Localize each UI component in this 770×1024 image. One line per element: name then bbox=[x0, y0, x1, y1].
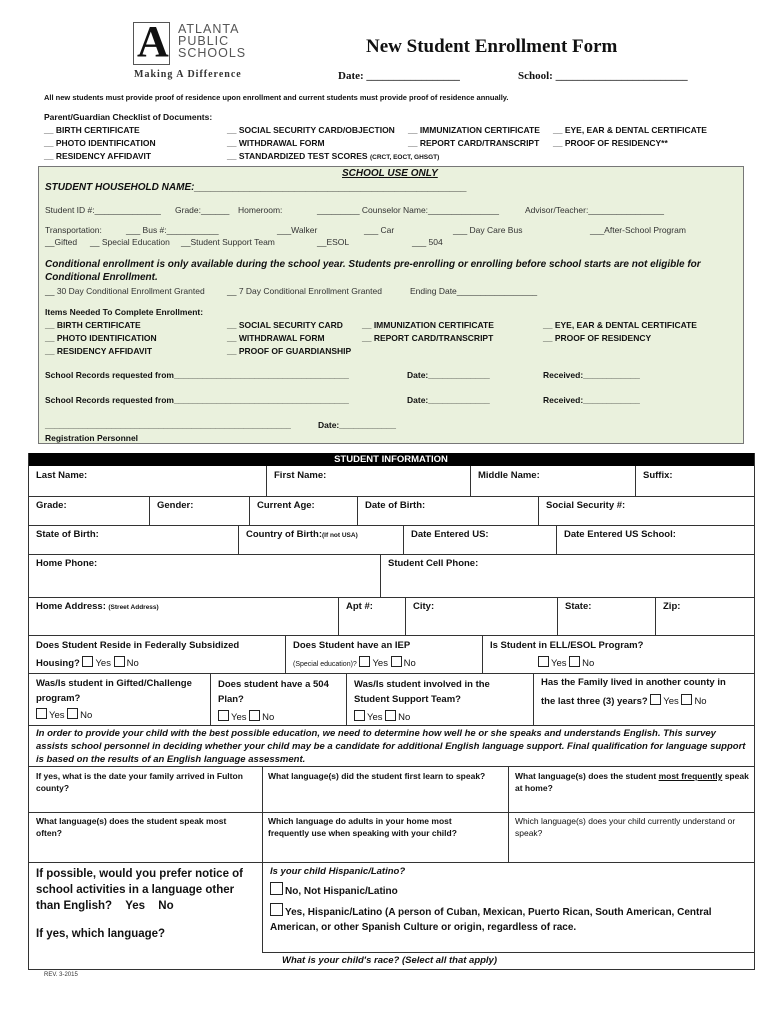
col-line bbox=[405, 597, 406, 635]
county-question: Has the Family lived in another county in bbox=[541, 677, 726, 688]
home-language-question[interactable] bbox=[515, 770, 749, 794]
registration-signature-line[interactable]: ____________________________________________________ bbox=[45, 420, 291, 430]
gifted-line-1: Was/Is student in Gifted/Challenge bbox=[36, 678, 192, 689]
no-label: No bbox=[262, 712, 275, 723]
row-line bbox=[262, 952, 754, 953]
country-note: (If not USA) bbox=[322, 532, 358, 539]
race-question: What is your child's race? (Select all that apply) bbox=[282, 955, 498, 966]
row-line bbox=[28, 554, 754, 555]
no-label: No bbox=[80, 710, 93, 721]
ending-date-field[interactable]: Ending Date_________________ bbox=[410, 286, 538, 296]
grade-field[interactable]: Grade:______ bbox=[175, 205, 230, 215]
no-label: No bbox=[126, 658, 139, 669]
county-line-2: the last three (3) years? bbox=[541, 696, 648, 707]
yes-label: Yes bbox=[231, 712, 247, 723]
ell-yes-checkbox[interactable] bbox=[538, 656, 549, 667]
col-line bbox=[238, 525, 239, 554]
date-entered-us-input[interactable]: Date Entered US: bbox=[411, 529, 489, 540]
check-immunization[interactable]: __ IMMUNIZATION CERTIFICATE bbox=[408, 125, 540, 135]
county-no-checkbox[interactable] bbox=[681, 694, 692, 705]
bus-option[interactable]: ___ Bus #:___________ bbox=[126, 225, 219, 235]
col-line bbox=[470, 466, 471, 496]
col-line bbox=[262, 766, 263, 952]
col-line bbox=[380, 554, 381, 597]
records-date-1[interactable]: Date:_____________ bbox=[407, 370, 490, 380]
check-photo-id[interactable]: __ PHOTO IDENTIFICATION bbox=[44, 138, 156, 148]
sst-question bbox=[354, 677, 490, 707]
col-line bbox=[482, 635, 483, 673]
grid-bottom-border bbox=[28, 969, 755, 970]
check-withdrawal[interactable]: __ WITHDRAWAL FORM bbox=[227, 138, 325, 148]
row-line bbox=[28, 766, 754, 767]
item-eye-ear-dental[interactable]: __ EYE, EAR & DENTAL CERTIFICATE bbox=[543, 320, 697, 330]
subsidized-question: Does Student Reside in Federally Subsidized bbox=[36, 640, 240, 651]
504-no-checkbox[interactable] bbox=[249, 710, 260, 721]
apt-input[interactable]: Apt #: bbox=[346, 601, 373, 612]
ssn-input[interactable]: Social Security #: bbox=[546, 500, 626, 511]
records-date-2[interactable]: Date:_____________ bbox=[407, 395, 490, 405]
country-of-birth-input[interactable] bbox=[246, 529, 358, 540]
check-residency-affidavit[interactable]: __ RESIDENCY AFFIDAVIT bbox=[44, 151, 152, 161]
date-entered-us-school-input[interactable]: Date Entered US School: bbox=[564, 529, 676, 540]
subsidized-no-checkbox[interactable] bbox=[114, 656, 125, 667]
row-line bbox=[28, 525, 754, 526]
504-option[interactable]: ___ 504 bbox=[412, 237, 443, 247]
item-birth-cert[interactable]: __ BIRTH CERTIFICATE bbox=[45, 320, 141, 330]
gifted-yes-checkbox[interactable] bbox=[36, 708, 47, 719]
test-scores-note: (CRCT, EOCT, GHSGT) bbox=[369, 154, 440, 161]
gifted-no-checkbox[interactable] bbox=[67, 708, 78, 719]
transport-label: Transportation: bbox=[45, 225, 102, 235]
housing-label: Housing? bbox=[36, 658, 80, 669]
row-line bbox=[28, 862, 754, 863]
zip-input[interactable]: Zip: bbox=[663, 601, 681, 612]
ell-no-checkbox[interactable] bbox=[569, 656, 580, 667]
item-proof-residency[interactable]: __ PROOF OF RESIDENCY bbox=[543, 333, 652, 343]
subsidized-answer bbox=[36, 656, 139, 669]
records-request-1[interactable]: School Records requested from_____________________________________ bbox=[45, 370, 349, 380]
checklist-col3 bbox=[408, 124, 540, 150]
check-test-scores[interactable] bbox=[227, 150, 439, 164]
col-line bbox=[249, 496, 250, 525]
walker-option[interactable]: ___Walker bbox=[277, 225, 318, 235]
residence-notice: All new students must provide proof of residence upon enrollment and current students must provide proof of residence annually. bbox=[44, 93, 509, 102]
item-photo-id[interactable]: __ PHOTO IDENTIFICATION bbox=[45, 333, 157, 343]
items-heading: Items Needed To Complete Enrollment: bbox=[45, 307, 204, 317]
col-line bbox=[538, 496, 539, 525]
current-age-input[interactable]: Current Age: bbox=[257, 500, 315, 511]
col-line bbox=[346, 673, 347, 725]
row-line bbox=[28, 673, 754, 674]
col-line bbox=[210, 673, 211, 725]
sst-option[interactable]: __Student Support Team bbox=[181, 237, 275, 247]
logo-line-1: ATLANTA bbox=[178, 22, 240, 36]
home-phone-input[interactable]: Home Phone: bbox=[36, 558, 98, 569]
ell-answer bbox=[538, 656, 594, 669]
col-line bbox=[508, 766, 509, 862]
language-survey-intro: In order to provide your child with the best possible education, we need to determine how well he or she speaks and understands English. This survey assists school personnel in deciding whether your child may be a candidate for additional English language support. Final qualification for language support is based on the results of an English language assessment. bbox=[36, 728, 746, 765]
yes-hispanic-checkbox[interactable] bbox=[270, 903, 283, 916]
conditional-notice: Conditional enrollment is only available during the school year. Students pre-enrolling or enrolling before school starts are not eligible for Conditional Enrollment. bbox=[45, 259, 701, 283]
notice-yes-option[interactable]: Yes bbox=[125, 900, 146, 912]
middle-name-field[interactable]: Middle Name: bbox=[478, 470, 540, 481]
row-line bbox=[28, 635, 754, 636]
item-immunization[interactable]: __ IMMUNIZATION CERTIFICATE bbox=[362, 320, 494, 330]
records-received-1[interactable]: Received:____________ bbox=[543, 370, 640, 380]
item-ssn-card[interactable]: __ SOCIAL SECURITY CARD bbox=[227, 320, 343, 330]
items-col3 bbox=[362, 319, 494, 345]
col-line bbox=[635, 466, 636, 496]
iep-yes-checkbox[interactable] bbox=[359, 656, 370, 667]
yes-label: Yes bbox=[663, 696, 679, 707]
iep-answer bbox=[293, 656, 416, 669]
daycare-bus-option[interactable]: ___ Day Care Bus bbox=[453, 225, 523, 235]
country-label: Country of Birth: bbox=[246, 529, 322, 540]
state-input[interactable]: State: bbox=[565, 601, 592, 612]
adults-language-question[interactable]: Which language do adults in your home most frequently use when speaking with your child? bbox=[268, 816, 457, 838]
home-address-input[interactable] bbox=[36, 601, 159, 612]
not-hispanic-label: No, Not Hispanic/Latino bbox=[285, 886, 398, 897]
form-title: New Student Enrollment Form bbox=[366, 36, 618, 57]
not-hispanic-checkbox[interactable] bbox=[270, 882, 283, 895]
504-line-2: Plan? bbox=[218, 694, 244, 705]
no-label: No bbox=[694, 696, 707, 707]
county-yes-checkbox[interactable] bbox=[650, 694, 661, 705]
test-scores-label: __ STANDARDIZED TEST SCORES bbox=[227, 151, 368, 161]
row-line bbox=[28, 725, 754, 726]
car-option[interactable]: ___ Car bbox=[364, 225, 395, 235]
col-line bbox=[266, 466, 267, 496]
notice-language-question bbox=[36, 866, 258, 914]
yes-label: Yes bbox=[95, 658, 111, 669]
school-use-heading: SCHOOL USE ONLY bbox=[342, 168, 438, 179]
esol-option[interactable]: __ESOL bbox=[317, 237, 350, 247]
iep-no-checkbox[interactable] bbox=[391, 656, 402, 667]
no-label: No bbox=[403, 658, 416, 669]
logo-line-2: PUBLIC bbox=[178, 34, 230, 48]
logo-letter: A bbox=[137, 17, 169, 66]
cond-30-day[interactable]: __ 30 Day Conditional Enrollment Granted bbox=[45, 286, 205, 296]
col-line bbox=[338, 597, 339, 635]
col-line bbox=[403, 525, 404, 554]
counselor-field[interactable]: _________ Counselor Name:_______________ bbox=[317, 205, 499, 215]
state-of-birth-input[interactable]: State of Birth: bbox=[36, 529, 99, 540]
gifted-question bbox=[36, 676, 192, 706]
item-withdrawal[interactable]: __ WITHDRAWAL FORM bbox=[227, 333, 325, 343]
student-info-header: STUDENT INFORMATION bbox=[28, 453, 754, 466]
after-school-option[interactable]: ___After-School Program bbox=[590, 225, 686, 235]
check-birth-cert[interactable]: __ BIRTH CERTIFICATE bbox=[44, 125, 140, 135]
logo-tagline: Making A Difference bbox=[134, 69, 242, 80]
street-note: (Street Address) bbox=[108, 604, 159, 611]
items-col2 bbox=[227, 319, 351, 358]
yes-label: Yes bbox=[551, 658, 567, 669]
last-name-field[interactable]: Last Name: bbox=[36, 470, 88, 481]
row-line bbox=[28, 496, 754, 497]
special-ed-option[interactable]: __ Special Education bbox=[90, 237, 170, 247]
row-line bbox=[28, 812, 754, 813]
items-col1 bbox=[45, 319, 157, 358]
gender-input[interactable]: Gender: bbox=[157, 500, 194, 511]
grid-left-border bbox=[28, 453, 29, 970]
iep-question: Does Student have an IEP bbox=[293, 640, 411, 651]
first-name-field[interactable]: First Name: bbox=[274, 470, 327, 481]
no-label: No bbox=[582, 658, 595, 669]
registration-date[interactable]: Date:____________ bbox=[318, 420, 396, 430]
yes-label: Yes bbox=[367, 712, 383, 723]
check-report-card[interactable]: __ REPORT CARD/TRANSCRIPT bbox=[408, 138, 540, 148]
advisor-field[interactable]: Advisor/Teacher:________________ bbox=[525, 205, 664, 215]
school-field[interactable]: School: ________________________ bbox=[518, 70, 688, 82]
check-ssn-card[interactable]: __ SOCIAL SECURITY CARD/OBJECTION bbox=[227, 125, 395, 135]
records-received-2[interactable]: Received:____________ bbox=[543, 395, 640, 405]
cond-7-day[interactable]: __ 7 Day Conditional Enrollment Granted bbox=[227, 286, 382, 296]
revision-label: REV. 3-2015 bbox=[44, 972, 78, 978]
sst-line-2: Student Support Team? bbox=[354, 694, 461, 705]
col-line bbox=[149, 496, 150, 525]
504-line-1: Does student have a 504 bbox=[218, 679, 329, 690]
ell-question: Is Student in ELL/ESOL Program? bbox=[490, 640, 644, 651]
home-address-label: Home Address: bbox=[36, 601, 106, 612]
city-input[interactable]: City: bbox=[413, 601, 435, 612]
sst-yes-checkbox[interactable] bbox=[354, 710, 365, 721]
notice-no-option[interactable]: No bbox=[158, 900, 174, 912]
dob-input[interactable]: Date of Birth: bbox=[365, 500, 426, 511]
yes-label: Yes bbox=[372, 658, 388, 669]
home-lang-text-a: What language(s) does the student bbox=[515, 771, 659, 781]
col-line bbox=[556, 525, 557, 554]
checklist-col4 bbox=[553, 124, 707, 150]
student-id-field[interactable]: Student ID #:______________ bbox=[45, 205, 161, 215]
gifted-option[interactable]: __Gifted bbox=[45, 237, 78, 247]
items-col4 bbox=[543, 319, 697, 345]
household-name-field[interactable]: STUDENT HOUSEHOLD NAME:_________________________________________________ bbox=[45, 182, 467, 193]
sst-answer bbox=[354, 710, 410, 723]
gifted-answer bbox=[36, 708, 92, 721]
504-yes-checkbox[interactable] bbox=[218, 710, 229, 721]
iep-note: (Special education)? bbox=[293, 661, 357, 668]
notice-question-text: If possible, would you prefer notice of school activities in a language other than English? bbox=[36, 868, 244, 912]
col-line bbox=[285, 635, 286, 673]
yes-label: Yes bbox=[49, 710, 65, 721]
first-language-question[interactable]: What language(s) did the student first learn to speak? bbox=[268, 771, 486, 781]
yes-hispanic-option[interactable] bbox=[270, 903, 740, 935]
grid-right-border bbox=[754, 453, 755, 970]
most-often-question[interactable]: What language(s) does the student speak most often? bbox=[36, 816, 227, 838]
not-hispanic-option[interactable] bbox=[270, 882, 398, 897]
sst-line-1: Was/Is student involved in the bbox=[354, 679, 490, 690]
gifted-line-2: program? bbox=[36, 693, 81, 704]
grade-input[interactable]: Grade: bbox=[36, 500, 67, 511]
504-answer bbox=[218, 710, 274, 723]
check-eye-ear-dental[interactable]: __ EYE, EAR & DENTAL CERTIFICATE bbox=[553, 125, 707, 135]
no-label: No bbox=[398, 712, 411, 723]
home-lang-text-b: speak at home? bbox=[515, 771, 749, 793]
homeroom-field[interactable]: Homeroom: bbox=[238, 205, 283, 215]
registration-personnel-label: Registration Personnel bbox=[45, 433, 139, 443]
understand-language-question[interactable]: Which language(s) does your child currently understand or speak? bbox=[515, 816, 736, 838]
date-field[interactable]: Date: _________________ bbox=[338, 70, 460, 82]
arrival-date-question[interactable]: If yes, what is the date your family arrived in Fulton county? bbox=[36, 771, 243, 793]
subsidized-yes-checkbox[interactable] bbox=[82, 656, 93, 667]
which-language-question[interactable]: If yes, which language? bbox=[36, 928, 166, 940]
item-report-card[interactable]: __ REPORT CARD/TRANSCRIPT bbox=[362, 333, 494, 343]
suffix-field[interactable]: Suffix: bbox=[643, 470, 673, 481]
row-line bbox=[28, 597, 754, 598]
cell-phone-input[interactable]: Student Cell Phone: bbox=[388, 558, 479, 569]
home-lang-emphasis: most frequently bbox=[658, 771, 723, 781]
hispanic-question: Is your child Hispanic/Latino? bbox=[270, 866, 406, 877]
checklist-col1 bbox=[44, 124, 156, 163]
col-line bbox=[655, 597, 656, 635]
sst-no-checkbox[interactable] bbox=[385, 710, 396, 721]
logo-text bbox=[178, 23, 246, 59]
logo-line-3: SCHOOLS bbox=[178, 46, 247, 60]
checklist-heading: Parent/Guardian Checklist of Documents: bbox=[44, 112, 213, 122]
check-proof-residency[interactable]: __ PROOF OF RESIDENCY** bbox=[553, 138, 668, 148]
col-line bbox=[533, 673, 534, 725]
col-line bbox=[357, 496, 358, 525]
county-answer bbox=[541, 694, 707, 707]
records-request-2[interactable]: School Records requested from_____________________________________ bbox=[45, 395, 349, 405]
yes-hispanic-label: Yes, Hispanic/Latino (A person of Cuban, Mexican, Puerto Rican, South American, Central American, or other Spanish Culture or origin, regardless of race. bbox=[270, 907, 712, 933]
item-residency-affidavit[interactable]: __ RESIDENCY AFFIDAVIT bbox=[45, 346, 153, 356]
col-line bbox=[557, 597, 558, 635]
504-question bbox=[218, 677, 329, 707]
item-guardianship[interactable]: __ PROOF OF GUARDIANSHIP bbox=[227, 346, 352, 356]
